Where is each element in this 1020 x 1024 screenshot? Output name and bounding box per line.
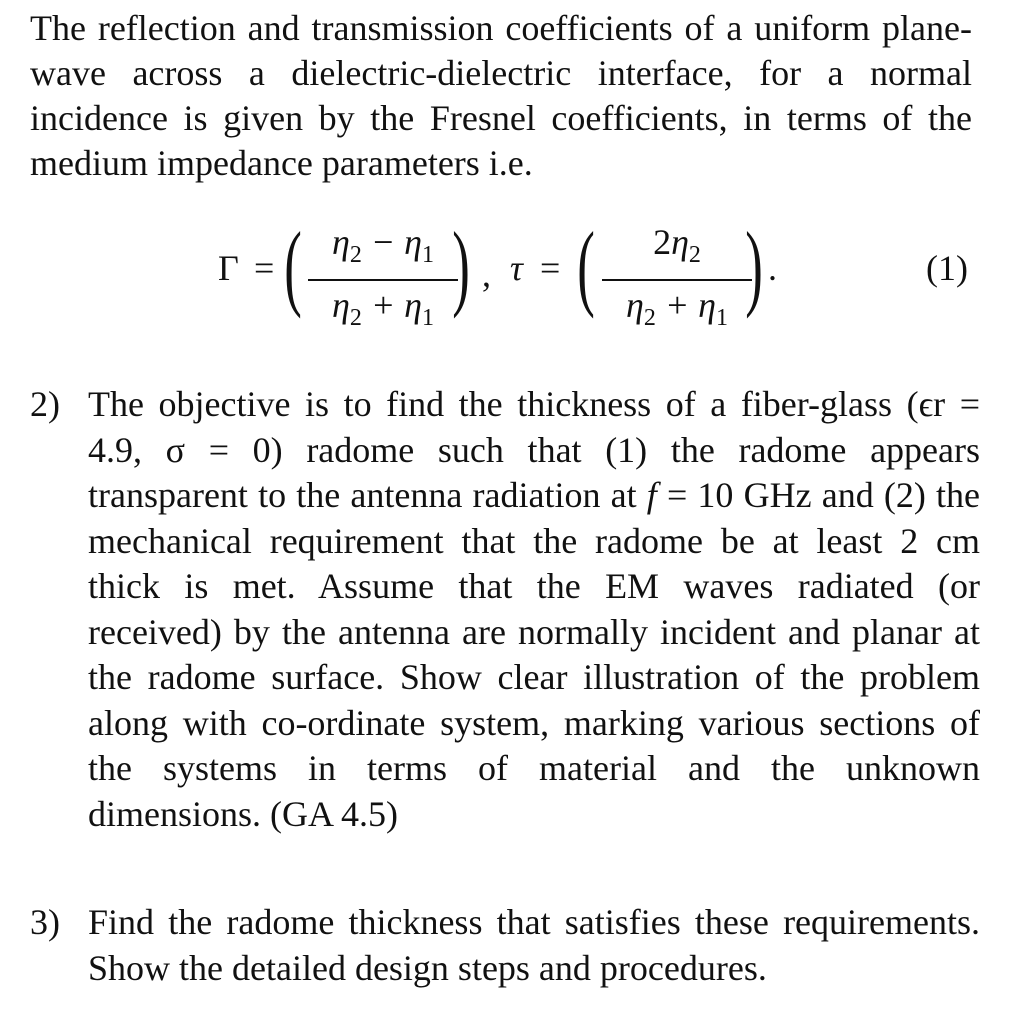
equation-number: (1) [926,248,968,288]
left-paren-gamma: ( [284,212,302,319]
list-item-3 [30,900,980,991]
tau-numerator: $2\eta_2$ [653,222,701,269]
tau-equals: = [540,248,561,288]
left-paren-tau: ( [577,212,595,319]
list-item-number: 2) [30,384,60,424]
tau-symbol: τ [510,248,523,288]
gamma-fraction [308,222,458,338]
gamma-symbol: Γ [218,248,239,288]
intro-paragraph: The reflection and transmission coefficients of a uniform plane-wave across a dielectric-dielectric interface, for a normal incidence is given by the Fresnel coefficients, in terms of the medium impedance parameters i.e. [30,8,972,183]
gamma-equals: = [254,248,275,288]
frequency-variable: f [646,475,657,515]
equation-separator: , [482,254,491,294]
gamma-denominator: $\eta_2 + \eta_1$ [331,285,434,332]
tau-fraction [602,222,752,338]
right-paren-gamma: ) [452,212,470,319]
right-paren-tau: ) [745,212,763,319]
list-item-number: 3) [30,902,60,942]
tau-denominator: $\eta_2 + \eta_1$ [625,285,728,332]
gamma-numerator: $\eta_2 - \eta_1$ [331,222,434,269]
fresnel-equation [0,208,1020,332]
gamma-fraction-bar [308,279,458,281]
list-item-2 [30,382,980,837]
tau-fraction-bar [602,279,752,281]
equation-end-punct: . [768,248,777,288]
list-item-text: The objective is to find the thickness of a fiber-glass (ϵr = 4.9, σ = 0) radome such that (1) the radome appears transparent to the antenna radiation at f = 10 GHz and (2) the mechanical requirement that the radome be at least 2 cm thick is met. Assume that the EM waves radiated (or received) by the antenna are normally incident and planar at the radome surface. Show clear illustration of the problem along with co-ordinate system, marking various sections of the systems in terms of material and the unknown dimensions. (GA 4.5) [88,384,981,834]
list-item-text: Find the radome thickness that satisfies these requirements. Show the detailed design steps and procedures. [88,902,980,988]
